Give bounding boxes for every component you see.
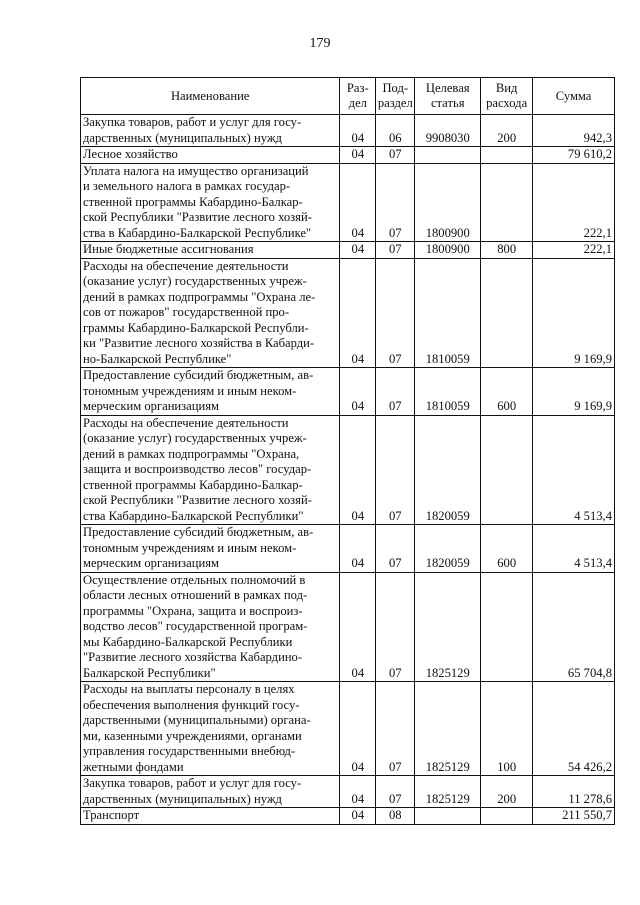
row-name-line: Закупка товаров, работ и услуг для госу- [83, 776, 302, 790]
row-name [81, 258, 340, 368]
row-name-line: ми, казенными учреждениями, органами [83, 728, 302, 743]
table-row [81, 525, 615, 573]
row-subsection: 07 [376, 776, 415, 808]
row-sum: 65 704,8 [533, 572, 615, 682]
row-section: 04 [340, 258, 376, 368]
row-target: 1825129 [415, 776, 481, 808]
row-name-line: тономным учреждениям и иным неком- [83, 540, 297, 555]
row-name-line: мы Кабардино-Балкарской Республики [83, 634, 293, 649]
row-expense-type: 200 [481, 115, 533, 147]
row-name-line: тономным учреждениям и иным неком- [83, 383, 297, 398]
row-sum: 211 550,7 [533, 808, 615, 825]
row-name-line: Расходы на выплаты персоналу в целях [83, 682, 295, 696]
row-subsection: 07 [376, 682, 415, 776]
row-name-line: жетными фондами [83, 759, 184, 774]
row-name-line: (оказание услуг) государственных учреж- [83, 274, 307, 288]
row-name-line: (оказание услуг) государственных учреж- [83, 431, 307, 445]
budget-table [80, 77, 615, 825]
row-name [81, 776, 340, 808]
row-target: 1825129 [415, 572, 481, 682]
row-section: 04 [340, 368, 376, 416]
row-name-line: и земельного налога в рамках государ- [83, 179, 291, 193]
row-name-line: Расходы на обеспечение деятельности [83, 415, 289, 430]
row-name [81, 415, 340, 525]
row-sum: 54 426,2 [533, 682, 615, 776]
header-name: Наименование [81, 78, 340, 115]
row-name [81, 368, 340, 416]
row-name-line: программы "Охрана, защита и воспроиз- [83, 603, 303, 618]
row-name-line: Иные бюджетные ассигнования [83, 242, 254, 256]
row-name-line: ки "Развитие лесного хозяйства в Кабарди- [83, 336, 315, 350]
row-name-line: Балкарской Республики" [83, 665, 216, 680]
header-subsection: Под- раздел [376, 78, 415, 115]
header-sum: Сумма [533, 78, 615, 115]
row-section: 04 [340, 682, 376, 776]
row-expense-type [481, 258, 533, 368]
row-sum: 9 169,9 [533, 258, 615, 368]
row-expense-type [481, 163, 533, 242]
row-name-line: граммы Кабардино-Балкарской Республи- [83, 320, 309, 335]
row-name-line: Транспорт [83, 808, 140, 822]
row-sum: 4 513,4 [533, 525, 615, 573]
row-section: 04 [340, 572, 376, 682]
table-row [81, 258, 615, 368]
table-row [81, 415, 615, 525]
row-expense-type: 600 [481, 525, 533, 573]
table-row [81, 368, 615, 416]
table-row [81, 682, 615, 776]
row-name-line: дарственных (муниципальных) нужд [83, 130, 282, 145]
row-subsection: 07 [376, 258, 415, 368]
row-name-line: ской Республики "Развитие лесного хозяй- [83, 493, 312, 507]
table-row [81, 163, 615, 242]
header-row [81, 78, 615, 115]
row-name-line: ства Кабардино-Балкарской Республики" [83, 508, 304, 523]
table-header [81, 78, 615, 115]
row-section: 04 [340, 808, 376, 825]
row-name-line: обеспечения выполнения функций госу- [83, 697, 300, 712]
row-name [81, 572, 340, 682]
row-name-line: Закупка товаров, работ и услуг для госу- [83, 115, 302, 129]
row-name [81, 525, 340, 573]
row-name-line: управления государственными внебюд- [83, 744, 296, 758]
row-expense-type [481, 572, 533, 682]
row-name-line: ственной программы Кабардино-Балкар- [83, 194, 303, 209]
row-name [81, 242, 340, 259]
row-expense-type [481, 808, 533, 825]
row-expense-type: 600 [481, 368, 533, 416]
row-target: 1810059 [415, 368, 481, 416]
row-name-line: ственной программы Кабардино-Балкар- [83, 477, 303, 492]
row-name-line: дарственными (муниципальными) органа- [83, 713, 311, 727]
row-target: 1820059 [415, 415, 481, 525]
row-name [81, 147, 340, 164]
row-sum: 222,1 [533, 163, 615, 242]
table-row [81, 572, 615, 682]
row-subsection: 07 [376, 147, 415, 164]
row-name-line: области лесных отношений в рамках под- [83, 588, 308, 602]
row-name-line: Предоставление субсидий бюджетным, ав- [83, 525, 314, 539]
row-name-line: ства в Кабардино-Балкарской Республике" [83, 225, 312, 240]
row-name-line: защита и воспроизводство лесов" государ- [83, 462, 312, 476]
row-name-line: "Развитие лесного хозяйства Кабардино- [83, 650, 303, 664]
row-expense-type [481, 415, 533, 525]
row-target [415, 147, 481, 164]
row-sum: 4 513,4 [533, 415, 615, 525]
row-subsection: 07 [376, 368, 415, 416]
row-sum: 11 278,6 [533, 776, 615, 808]
row-name-line: мерческим организациям [83, 399, 219, 413]
row-target: 1800900 [415, 242, 481, 259]
row-section: 04 [340, 776, 376, 808]
row-sum: 79 610,2 [533, 147, 615, 164]
table-row [81, 808, 615, 825]
row-sum: 942,3 [533, 115, 615, 147]
page-number: 179 [309, 36, 331, 51]
row-target: 9908030 [415, 115, 481, 147]
row-name [81, 163, 340, 242]
row-section: 04 [340, 415, 376, 525]
row-target: 1800900 [415, 163, 481, 242]
row-target: 1825129 [415, 682, 481, 776]
row-subsection: 07 [376, 242, 415, 259]
row-name-line: Осуществление отдельных полномочий в [83, 572, 306, 587]
row-name-line: водство лесов" государственной програм- [83, 619, 308, 633]
row-subsection: 07 [376, 525, 415, 573]
row-subsection: 07 [376, 163, 415, 242]
row-subsection: 06 [376, 115, 415, 147]
row-sum: 9 169,9 [533, 368, 615, 416]
row-target [415, 808, 481, 825]
row-name-line: дений в рамках подпрограммы "Охрана, [83, 446, 300, 461]
row-name [81, 682, 340, 776]
table-row [81, 776, 615, 808]
header-section: Раз- дел [340, 78, 376, 115]
row-section: 04 [340, 242, 376, 259]
row-section: 04 [340, 115, 376, 147]
row-name-line: Предоставление субсидий бюджетным, ав- [83, 368, 314, 382]
table-row [81, 115, 615, 147]
row-name-line: но-Балкарской Республике" [83, 351, 232, 366]
row-expense-type: 100 [481, 682, 533, 776]
row-section: 04 [340, 147, 376, 164]
row-subsection: 07 [376, 572, 415, 682]
row-name-line: дений в рамках подпрограммы "Охрана ле- [83, 289, 316, 304]
row-name-line: сов от пожаров" государственной про- [83, 305, 290, 319]
row-name-line: Уплата налога на имущество организаций [83, 163, 309, 178]
table-row [81, 242, 615, 259]
row-expense-type: 800 [481, 242, 533, 259]
row-name [81, 808, 340, 825]
row-name [81, 115, 340, 147]
row-name-line: Лесное хозяйство [83, 147, 178, 161]
row-target: 1820059 [415, 525, 481, 573]
row-name-line: дарственных (муниципальных) нужд [83, 791, 282, 806]
row-expense-type: 200 [481, 776, 533, 808]
table-body [81, 115, 615, 825]
row-expense-type [481, 147, 533, 164]
row-sum: 222,1 [533, 242, 615, 259]
row-section: 04 [340, 525, 376, 573]
header-expense-type: Вид расхода [481, 78, 533, 115]
table-row [81, 147, 615, 164]
header-target: Целевая статья [415, 78, 481, 115]
row-subsection: 08 [376, 808, 415, 825]
row-name-line: ской Республики "Развитие лесного хозяй- [83, 210, 312, 224]
row-name-line: Расходы на обеспечение деятельности [83, 258, 289, 273]
row-target: 1810059 [415, 258, 481, 368]
row-name-line: мерческим организациям [83, 556, 219, 570]
row-section: 04 [340, 163, 376, 242]
row-subsection: 07 [376, 415, 415, 525]
